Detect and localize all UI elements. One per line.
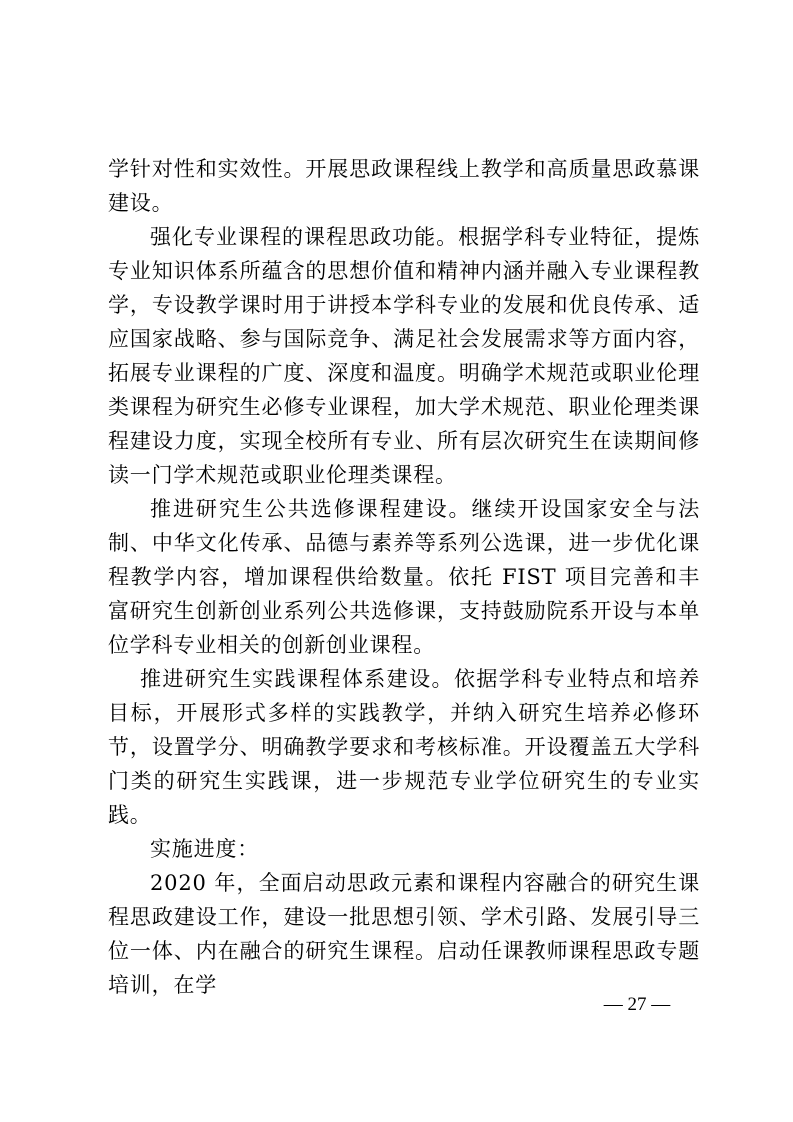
paragraph-practice-courses: 推进研究生实践课程体系建设。依据学科专业特点和培养目标，开展形式多样的实践教学，并纳入研究生培养必修环节，设置学分、明确教学要求和考核标准。开设覆盖五大学科门类的研究生实践课，进一步规范专业学位研究生的专业实践。 (108, 667, 700, 827)
page-number: — 27 — (603, 994, 671, 1015)
paragraph-public-electives: 推进研究生公共选修课程建设。继续开设国家安全与法制、中华文化传承、品德与素养等系列公选课，进一步优化课程教学内容，增加课程供给数量。依托 FIST 项目完善和丰富研究生创新创业系列公共选修课，支持鼓励院系开设与本单位学科专业相关的创新创业课程。 (108, 497, 700, 657)
paragraph-schedule-heading: 实施进度： (150, 837, 259, 861)
paragraph-professional-courses: 强化专业课程的课程思政功能。根据学科专业特征，提炼专业知识体系所蕴含的思想价值和精神内涵并融入专业课程教学，专设教学课时用于讲授本学科专业的发展和优良传承、适应国家战略、参与国际竞争、满足社会发展需求等方面内容，拓展专业课程的广度、深度和温度。明确学术规范或职业伦理类课程为研究生必修专业课程，加大学术规范、职业伦理类课程建设力度，实现全校所有专业、所有层次研究生在读期间修读一门学术规范或职业伦理类课程。 (108, 225, 700, 487)
body-text (108, 152, 700, 1002)
paragraph-schedule-2020: 2020 年，全面启动思政元素和课程内容融合的研究生课程思政建设工作，建设一批思想引领、学术引路、发展引导三位一体、内在融合的研究生课程。启动任课教师课程思政专题培训，在学 (108, 871, 700, 997)
paragraph-continuation: 学针对性和实效性。开展思政课程线上教学和高质量思政慕课建设。 (108, 157, 700, 215)
